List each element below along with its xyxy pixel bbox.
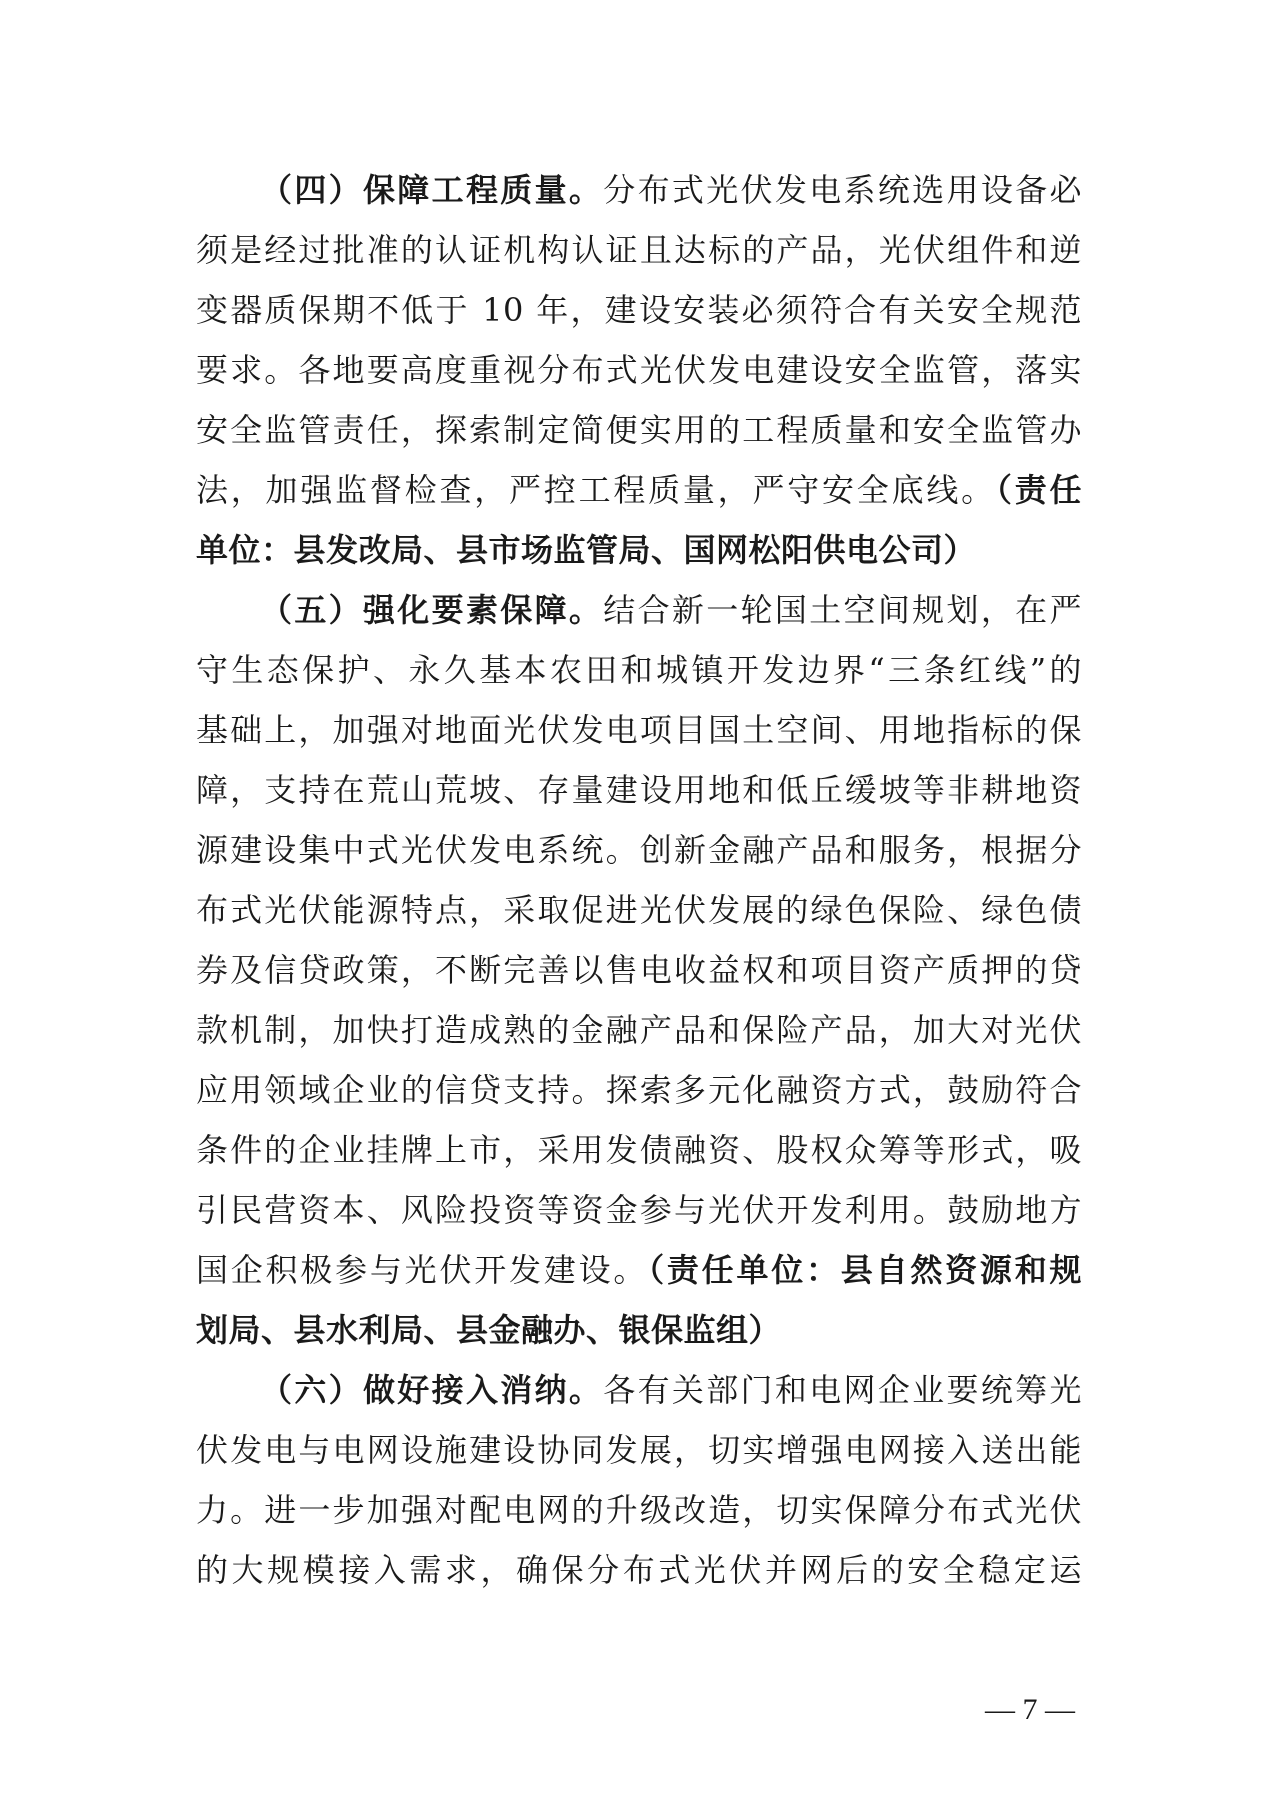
text-line bbox=[196, 1180, 1082, 1240]
text-line bbox=[196, 880, 1082, 940]
text-line bbox=[196, 220, 1082, 280]
text-segment: 基础上，加强对地面光伏发电项目国土空间、用地指标的保 bbox=[196, 711, 1082, 749]
body-text bbox=[196, 160, 1082, 1600]
paragraph bbox=[196, 580, 1082, 1360]
text-line bbox=[196, 1120, 1082, 1180]
text-segment: 变器质保期不低于 10 年，建设安装必须符合有关安全规范 bbox=[196, 291, 1082, 329]
text-line bbox=[196, 460, 1082, 520]
text-segment: 源建设集中式光伏发电系统。创新金融产品和服务，根据分 bbox=[196, 831, 1082, 869]
text-line bbox=[196, 160, 1082, 220]
text-line bbox=[196, 1360, 1082, 1420]
bold-text-segment: （责任单位：县自然资源和规 bbox=[648, 1251, 1082, 1289]
text-line bbox=[196, 1240, 1082, 1300]
text-segment: 款机制，加快打造成熟的金融产品和保险产品，加大对光伏 bbox=[196, 1011, 1082, 1049]
bold-text-segment: （责任 bbox=[995, 471, 1082, 509]
text-segment: 力。进一步加强对配电网的升级改造，切实保障分布式光伏 bbox=[196, 1491, 1082, 1529]
text-line bbox=[196, 580, 1082, 640]
text-segment: 障，支持在荒山荒坡、存量建设用地和低丘缓坡等非耕地资 bbox=[196, 771, 1082, 809]
text-segment: 法，加强监督检查，严控工程质量，严守安全底线。 bbox=[196, 471, 996, 509]
text-segment: 券及信贷政策，不断完善以售电收益权和项目资产质押的贷 bbox=[196, 951, 1082, 989]
text-segment: 的大规模接入需求，确保分布式光伏并网后的安全稳定运 bbox=[196, 1551, 1082, 1589]
text-segment: 引民营资本、风险投资等资金参与光伏开发利用。鼓励地方 bbox=[196, 1191, 1082, 1229]
text-line bbox=[196, 940, 1082, 1000]
text-segment: 安全监管责任，探索制定简便实用的工程质量和安全监管办 bbox=[196, 411, 1082, 449]
text-segment: 应用领域企业的信贷支持。探索多元化融资方式，鼓励符合 bbox=[196, 1071, 1082, 1109]
page-number: — 7 — bbox=[985, 1693, 1075, 1726]
bold-text-segment: （六）做好接入消纳。 bbox=[260, 1371, 604, 1409]
text-line bbox=[196, 1300, 1082, 1360]
text-line bbox=[196, 520, 1082, 580]
text-line bbox=[196, 400, 1082, 460]
text-line bbox=[196, 1540, 1082, 1600]
text-line bbox=[196, 1000, 1082, 1060]
text-segment: 国企积极参与光伏开发建设。 bbox=[196, 1251, 649, 1289]
text-line bbox=[196, 760, 1082, 820]
text-segment: 各有关部门和电网企业要统筹光 bbox=[603, 1371, 1082, 1409]
paragraph bbox=[196, 1360, 1082, 1600]
text-line bbox=[196, 1060, 1082, 1120]
text-segment: 伏发电与电网设施建设协同发展，切实增强电网接入送出能 bbox=[196, 1431, 1082, 1469]
text-segment: 守生态保护、永久基本农田和城镇开发边界“三条红线”的 bbox=[196, 651, 1082, 689]
text-segment: 结合新一轮国土空间规划，在严 bbox=[603, 591, 1082, 629]
bold-text-segment: （四）保障工程质量。 bbox=[260, 171, 604, 209]
text-line bbox=[196, 820, 1082, 880]
text-segment: 布式光伏能源特点，采取促进光伏发展的绿色保险、绿色债 bbox=[196, 891, 1082, 929]
text-segment: 须是经过批准的认证机构认证且达标的产品，光伏组件和逆 bbox=[196, 231, 1082, 269]
text-segment: 分布式光伏发电系统选用设备必 bbox=[603, 171, 1082, 209]
text-line bbox=[196, 640, 1082, 700]
text-line bbox=[196, 1480, 1082, 1540]
text-segment: 要求。各地要高度重视分布式光伏发电建设安全监管，落实 bbox=[196, 351, 1082, 389]
text-line bbox=[196, 700, 1082, 760]
text-line bbox=[196, 280, 1082, 340]
text-line bbox=[196, 340, 1082, 400]
bold-text-segment: 单位：县发改局、县市场监管局、国网松阳供电公司） bbox=[196, 531, 977, 569]
text-segment: 条件的企业挂牌上市，采用发债融资、股权众筹等形式，吸 bbox=[196, 1131, 1082, 1169]
bold-text-segment: （五）强化要素保障。 bbox=[260, 591, 604, 629]
paragraph bbox=[196, 160, 1082, 580]
bold-text-segment: 划局、县水利局、县金融办、银保监组） bbox=[196, 1311, 782, 1349]
text-line bbox=[196, 1420, 1082, 1480]
